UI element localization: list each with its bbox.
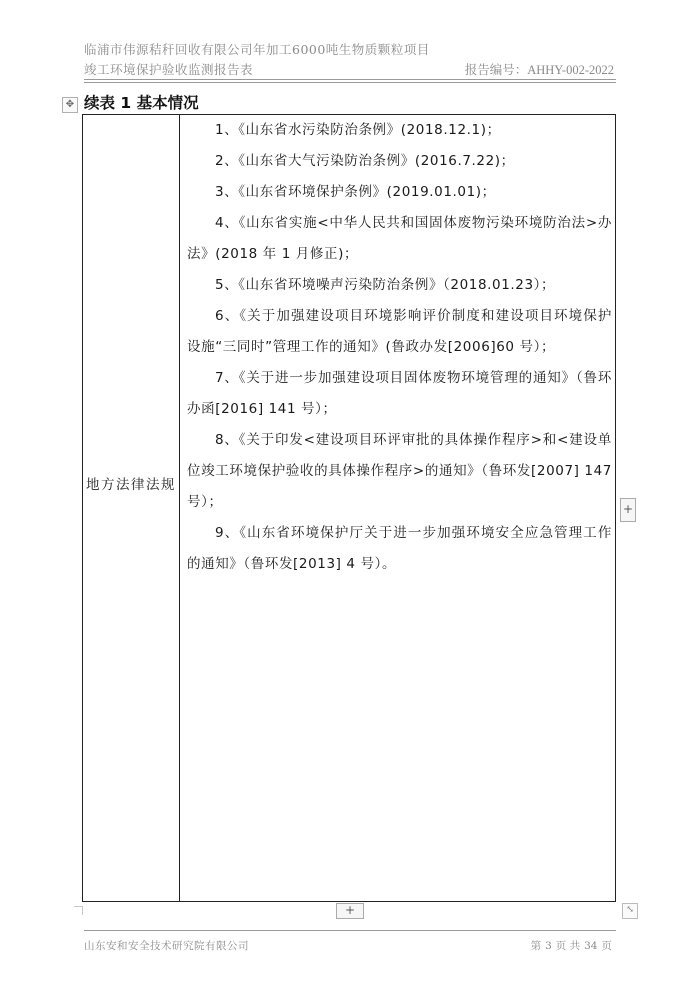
regulation-item-8: 8、《关于印发<建设项目环评审批的具体操作程序>和<建设单位竣工环境保护验收的具体操作程序>的通知》（鲁环发[2007] 147 号）； [187, 432, 612, 510]
row-label-text: 地方法律法规 [86, 477, 176, 493]
header-report-type: 竣工环境保护验收监测报告表 [84, 62, 254, 77]
header-rule-bottom [84, 82, 616, 83]
footer-page-number: 3 [545, 940, 552, 952]
table-resize-icon[interactable]: ⤡ [622, 903, 638, 919]
header-project-title: 临浦市伟源秸秆回收有限公司年加工6000吨生物质颗粒项目 [84, 42, 430, 57]
add-column-button[interactable]: + [620, 498, 636, 522]
regulation-item-7: 7、《关于进一步加强建设项目固体废物环境管理的通知》（鲁环办函[2016] 141 号）； [187, 370, 612, 417]
margin-corner-mark [74, 906, 83, 915]
section-title: 续表 1 基本情况 [84, 94, 199, 112]
header-report-number: 报告编号：AHHY-002-2022 [464, 63, 614, 77]
basic-info-table [82, 114, 616, 902]
footer-rule [84, 930, 616, 931]
header-rule-top [84, 79, 616, 80]
footer-page-suffix: 页 [601, 940, 612, 952]
row-label-cell[interactable] [83, 471, 179, 499]
regulation-item-1: 1、《山东省水污染防治条例》(2018.12.1)； [215, 122, 501, 138]
footer-page-prefix: 第 [530, 940, 542, 952]
regulation-item-2: 2、《山东省大气污染防治条例》(2016.7.22)； [215, 153, 515, 169]
regulation-item-3: 3、《山东省环境保护条例》(2019.01.01)； [215, 184, 496, 200]
regulation-item-5: 5、《山东省环境噪声污染防治条例》（2018.01.23）； [215, 277, 556, 293]
footer-page-mid: 页 共 [555, 940, 581, 952]
regulation-item-9: 9、《山东省环境保护厅关于进一步加强环境安全应急管理工作的通知》（鲁环发[2013] 4 号）。 [187, 525, 612, 572]
add-row-button[interactable]: + [336, 903, 364, 919]
table-move-handle-icon[interactable]: ✥ [62, 97, 78, 113]
footer-page-total: 34 [584, 940, 598, 952]
table-column-divider [179, 115, 180, 901]
regulation-item-6: 6、《关于加强建设项目环境影响评价制度和建设项目环境保护设施“三同时”管理工作的通知》(鲁政办发[2006]60 号）； [187, 308, 612, 355]
regulations-cell[interactable] [187, 115, 612, 580]
regulation-item-4: 4、《山东省实施<中华人民共和国固体废物污染环境防治法>办法》(2018 年 1 月修正)； [187, 215, 612, 262]
footer-page-info [529, 938, 614, 953]
footer-company: 山东安和安全技术研究院有限公司 [84, 940, 249, 952]
